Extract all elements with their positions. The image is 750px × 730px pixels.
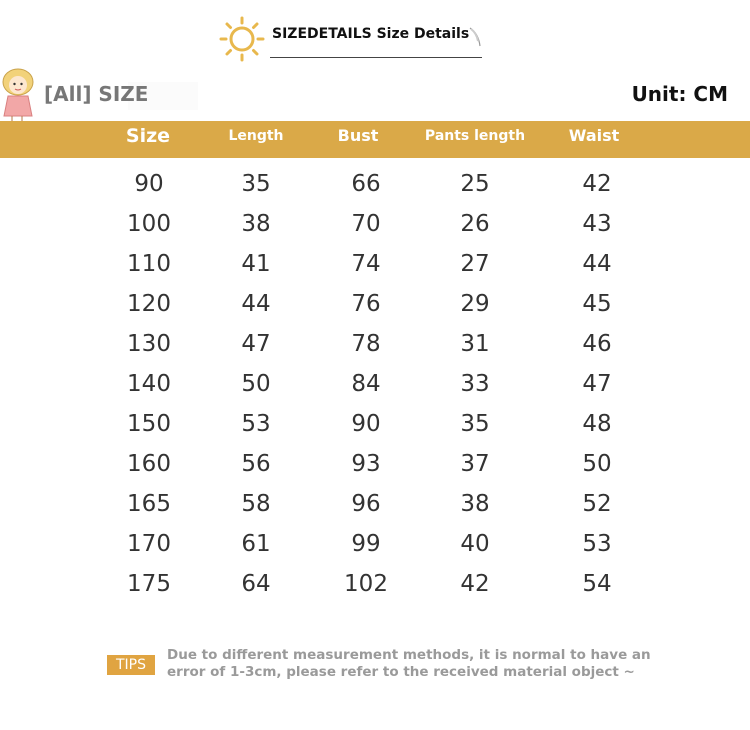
table-cell: 50 <box>241 371 271 397</box>
table-cell: 38 <box>241 211 271 237</box>
title-block <box>218 14 488 62</box>
table-cell: 53 <box>241 411 271 437</box>
column-header: Pants length <box>424 128 526 144</box>
category-label: [All] SIZE <box>44 82 149 106</box>
table-cell: 170 <box>127 531 171 557</box>
table-cell: 93 <box>351 451 381 477</box>
table-cell: 70 <box>351 211 381 237</box>
table-cell: 54 <box>582 571 612 597</box>
feather-icon <box>468 26 482 48</box>
table-cell: 29 <box>460 291 490 317</box>
table-cell: 165 <box>127 491 171 517</box>
table-row <box>0 524 750 564</box>
table-cell: 35 <box>241 171 271 197</box>
table-cell: 78 <box>351 331 381 357</box>
table-row <box>0 404 750 444</box>
table-cell: 33 <box>460 371 490 397</box>
table-cell: 47 <box>241 331 271 357</box>
table-cell: 47 <box>582 371 612 397</box>
column-header: Bust <box>337 126 379 145</box>
table-cell: 26 <box>460 211 490 237</box>
table-cell: 58 <box>241 491 271 517</box>
table-cell: 45 <box>582 291 612 317</box>
table-cell: 120 <box>127 291 171 317</box>
table-row <box>0 564 750 604</box>
table-cell: 46 <box>582 331 612 357</box>
tips-text: Due to different measurement methods, it is normal to have an error of 1-3cm, please refer to the received material object ~ <box>167 647 651 680</box>
table-cell: 76 <box>351 291 381 317</box>
column-header: Length <box>228 128 284 144</box>
table-cell: 74 <box>351 251 381 277</box>
table-row <box>0 484 750 524</box>
table-cell: 84 <box>351 371 381 397</box>
table-row <box>0 244 750 284</box>
table-cell: 90 <box>351 411 381 437</box>
table-cell: 25 <box>460 171 490 197</box>
table-cell: 52 <box>582 491 612 517</box>
unit-label: Unit: CM <box>631 82 728 106</box>
table-cell: 140 <box>127 371 171 397</box>
table-cell: 175 <box>127 571 171 597</box>
table-cell: 44 <box>582 251 612 277</box>
table-cell: 42 <box>460 571 490 597</box>
table-cell: 64 <box>241 571 271 597</box>
table-cell: 150 <box>127 411 171 437</box>
table-cell: 110 <box>127 251 171 277</box>
table-cell: 41 <box>241 251 271 277</box>
table-cell: 102 <box>344 571 388 597</box>
table-cell: 44 <box>241 291 271 317</box>
tips-badge: TIPS <box>107 655 155 675</box>
column-header: Size <box>125 125 171 147</box>
table-row <box>0 164 750 204</box>
table-cell: 43 <box>582 211 612 237</box>
table-cell: 40 <box>460 531 490 557</box>
table-cell: 130 <box>127 331 171 357</box>
table-cell: 56 <box>241 451 271 477</box>
page-title: SIZEDETAILS Size Details <box>272 26 470 42</box>
table-row <box>0 204 750 244</box>
table-cell: 61 <box>241 531 271 557</box>
table-cell: 90 <box>134 171 164 197</box>
table-cell: 42 <box>582 171 612 197</box>
table-cell: 37 <box>460 451 490 477</box>
column-header: Waist <box>568 126 620 145</box>
table-cell: 38 <box>460 491 490 517</box>
table-cell: 96 <box>351 491 381 517</box>
table-cell: 50 <box>582 451 612 477</box>
sun-icon <box>218 16 266 62</box>
table-cell: 160 <box>127 451 171 477</box>
table-row <box>0 364 750 404</box>
table-cell: 31 <box>460 331 490 357</box>
table-cell: 27 <box>460 251 490 277</box>
table-cell: 99 <box>351 531 381 557</box>
table-header <box>0 121 750 158</box>
table-cell: 35 <box>460 411 490 437</box>
table-cell: 48 <box>582 411 612 437</box>
table-row <box>0 324 750 364</box>
table-row <box>0 444 750 484</box>
table-cell: 66 <box>351 171 381 197</box>
table-cell: 100 <box>127 211 171 237</box>
table-cell: 53 <box>582 531 612 557</box>
title-underline <box>270 57 482 58</box>
table-row <box>0 284 750 324</box>
